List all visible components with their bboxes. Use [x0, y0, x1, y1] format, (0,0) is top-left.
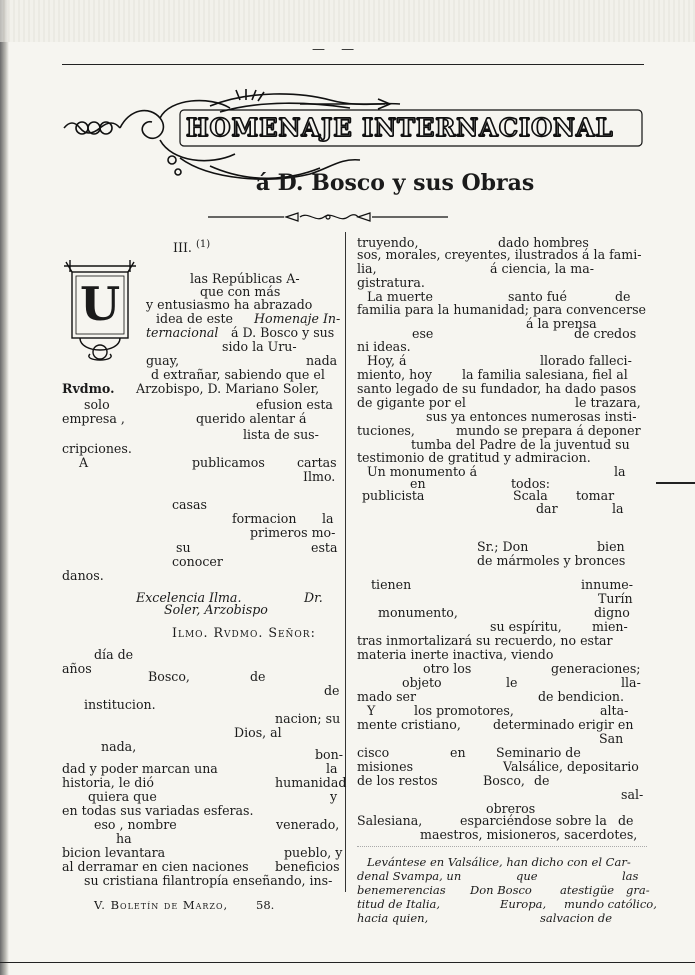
- ornament-scroll: [120, 111, 163, 139]
- text-line: en: [450, 745, 466, 760]
- text-line: la: [612, 501, 624, 516]
- footnote-reference: (1): [195, 239, 211, 250]
- text-line: San: [599, 731, 624, 746]
- text-line: le trazara,: [575, 395, 641, 410]
- text-line: dado hombres: [498, 235, 589, 250]
- footnote-source: V. Boletín de Marzo,: [94, 898, 229, 912]
- text-line: ha: [116, 831, 132, 846]
- text-line: tumba del Padre de la juventud su: [411, 437, 630, 452]
- text-line: bien: [597, 539, 625, 554]
- footnote-line: gra-: [626, 883, 650, 897]
- text-line: Salesiana,: [357, 813, 423, 828]
- top-margin-texture: [0, 0, 695, 42]
- text-line: formacion: [232, 511, 297, 526]
- footnote-line: Don Bosco: [470, 883, 532, 897]
- text-line: nacion; su: [275, 711, 341, 726]
- text-line: obreros: [486, 801, 536, 816]
- text-line: Bosco,: [148, 669, 190, 684]
- text-line: solo: [84, 397, 110, 412]
- text-line: quiera que: [88, 789, 157, 804]
- text-line: de bendicion.: [538, 689, 625, 704]
- footnote-line: salvacion de: [540, 911, 613, 925]
- text-line: tienen: [371, 577, 412, 592]
- salutation: Ilmo. Rvdmo. Señor:: [172, 625, 316, 640]
- text-line: tomar: [576, 488, 615, 503]
- text-line: alta-: [600, 703, 629, 718]
- text-line: sido la Uru-: [222, 339, 297, 354]
- text-line: la: [326, 761, 338, 776]
- text-line: todos:: [511, 476, 550, 491]
- section-heading: [173, 238, 210, 255]
- text-line: dar: [536, 501, 558, 516]
- margin-mark: [656, 482, 695, 484]
- text-line: Turín: [598, 591, 633, 606]
- footnote-line: denal Svampa, un: [357, 869, 462, 883]
- text-line: de: [618, 813, 634, 828]
- text-line: mado ser: [357, 689, 417, 704]
- text-line: de: [615, 289, 631, 304]
- text-line: ese: [412, 326, 434, 341]
- text-line: Bosco,: [483, 773, 525, 788]
- text-line: su: [176, 540, 191, 555]
- text-line: cripciones.: [62, 441, 132, 456]
- text-line: cartas: [297, 455, 337, 470]
- text-line: truyendo,: [357, 235, 419, 250]
- text-line: historia, le dió: [62, 775, 154, 790]
- text-line: lla-: [621, 675, 641, 690]
- footnote-line: Europa,: [500, 897, 547, 911]
- text-line: humanidad: [275, 775, 347, 790]
- text-line: de credos: [574, 326, 637, 341]
- footnote-line: que: [516, 869, 538, 883]
- text-line: institucion.: [84, 697, 156, 712]
- text-line: sal-: [621, 787, 644, 802]
- text-line: bon-: [315, 747, 344, 762]
- text-line: sus ya entonces numerosas insti-: [426, 409, 637, 424]
- text-line: casas: [172, 497, 207, 512]
- text-line: á ciencia, la ma-: [490, 261, 594, 276]
- text-line: mente cristiano,: [357, 717, 461, 732]
- text-line: Arzobispo, D. Mariano Soler,: [136, 381, 320, 396]
- text-line: Homenaje In-: [254, 311, 341, 326]
- text-line: los promotores,: [414, 703, 514, 718]
- section-number: III.: [173, 240, 192, 256]
- text-line: santo legado de su fundador, ha dado pasos: [357, 381, 637, 396]
- text-line: de los restos: [357, 773, 438, 788]
- text-line: tuciones,: [357, 423, 415, 438]
- text-line: en todas sus variadas esferas.: [62, 803, 254, 818]
- text-line: La muerte: [367, 289, 433, 304]
- footnote-rule: [357, 846, 647, 847]
- text-line: Rvdmo.: [62, 381, 115, 396]
- text-line: que con más: [200, 284, 281, 299]
- text-line: y entusiasmo ha abrazado: [146, 297, 313, 312]
- text-line: ni ideas.: [357, 339, 411, 354]
- text-line: conocer: [172, 554, 223, 569]
- text-line: la familia salesiana, fiel al: [462, 367, 628, 382]
- text-line: Ilmo.: [303, 469, 336, 484]
- footnote-line: atestigüe: [560, 883, 615, 897]
- text-line: sos, morales, creyentes, ilustrados á la fami-: [357, 247, 642, 262]
- text-line: en: [410, 476, 426, 491]
- text-line: objeto: [402, 675, 442, 690]
- text-line: mien-: [592, 619, 628, 634]
- text-line: primeros mo-: [250, 525, 336, 540]
- text-line: idea de este: [156, 311, 234, 326]
- text-line: le: [506, 675, 518, 690]
- text-line: querido alentar á: [196, 411, 307, 426]
- text-line: de: [250, 669, 266, 684]
- text-line: santo fué: [508, 289, 567, 304]
- text-line: publicamos: [192, 455, 265, 470]
- text-line: Excelencia Ilma.: [136, 590, 242, 605]
- text-line: venerado,: [276, 817, 340, 832]
- text-line: publicista: [362, 488, 425, 503]
- text-line: cisco: [357, 745, 390, 760]
- text-line: esta: [311, 540, 338, 555]
- text-line: Scala: [513, 488, 548, 503]
- text-line: innume-: [581, 577, 634, 592]
- top-rule: [62, 64, 644, 65]
- text-line: monumento,: [378, 605, 458, 620]
- text-line: de: [534, 773, 550, 788]
- ornament-dot: [175, 169, 181, 175]
- footnote-line: hacia quien,: [357, 911, 429, 925]
- text-line: día de: [94, 647, 134, 662]
- text-line: ternacional: [146, 325, 219, 340]
- text-line: miento, hoy: [357, 367, 432, 382]
- text-line: generaciones;: [551, 661, 641, 676]
- text-line: digno: [594, 605, 630, 620]
- text-line: maestros, misioneros, sacerdotes,: [420, 827, 638, 842]
- text-line: beneficios: [275, 859, 340, 874]
- text-line: empresa ,: [62, 411, 125, 426]
- text-line: nada,: [101, 739, 137, 754]
- drop-cap-letter: U: [80, 277, 121, 331]
- text-line: Valsálice, depositario: [503, 759, 639, 774]
- text-line: nada: [306, 353, 338, 368]
- text-line: de gigante por el: [357, 395, 466, 410]
- text-line: Seminario de: [496, 745, 581, 760]
- text-line: esparciéndose sobre la: [460, 813, 607, 828]
- text-line: lia,: [357, 261, 377, 276]
- text-line: pueblo, y: [284, 845, 343, 860]
- column-divider: [345, 232, 346, 892]
- text-line: años: [62, 661, 92, 676]
- footnote-line: titud de Italia,: [357, 897, 441, 911]
- text-line: Hoy, á: [367, 353, 407, 368]
- text-line: guay,: [146, 353, 180, 368]
- text-line: misiones: [357, 759, 414, 774]
- text-line: gistratura.: [357, 275, 425, 290]
- footnote-line: mundo católico,: [564, 897, 657, 911]
- text-line: lista de sus-: [243, 427, 319, 442]
- text-line: Dios, al: [234, 725, 282, 740]
- page-edge-shadow: [0, 0, 9, 975]
- text-line: familia para la humanidad; para convencerse: [357, 302, 647, 317]
- page-subtitle: á D. Bosco y sus Obras: [255, 170, 535, 196]
- text-line: tras inmortalizará su recuerdo, no estar: [357, 633, 613, 648]
- bottom-rule: [0, 962, 695, 963]
- text-line: su espíritu,: [490, 619, 562, 634]
- text-line: á la prensa: [526, 316, 597, 331]
- text-line: su cristiana filantropía enseñando, ins-: [84, 873, 333, 888]
- text-line: mundo se prepara á deponer: [456, 423, 641, 438]
- text-line: eso , nombre: [94, 817, 177, 832]
- text-line: Y: [367, 703, 376, 718]
- text-line: dad y poder marcan una: [62, 761, 218, 776]
- text-line: llorado falleci-: [540, 353, 632, 368]
- text-line: efusion esta: [256, 397, 333, 412]
- text-line: Sr.; Don: [477, 539, 529, 554]
- ornament-dot: [168, 156, 176, 164]
- text-line: á D. Bosco y sus: [231, 325, 335, 340]
- footnote-line: Levántese en Valsálice, han dicho con el Car-: [367, 855, 631, 869]
- footnote-page: 58.: [256, 898, 275, 912]
- footnote-line: benemerencias: [357, 883, 446, 897]
- page-title: HOMENAJE INTERNACIONAL: [186, 113, 614, 142]
- text-line: bicion levantara: [62, 845, 166, 860]
- text-line: la: [614, 464, 626, 479]
- text-line: de: [324, 683, 340, 698]
- text-line: Un monumento á: [367, 464, 478, 479]
- text-line: al derramar en cien naciones: [62, 859, 249, 874]
- text-line: otro los: [423, 661, 472, 676]
- text-line: las Repúblicas A-: [190, 271, 300, 286]
- text-line: A: [79, 455, 89, 470]
- text-line: Soler, Arzobispo: [164, 602, 268, 617]
- text-line: testimonio de gratitud y admiracion.: [357, 450, 591, 465]
- subtitle-rule-ornament: [208, 212, 448, 222]
- text-line: materia inerte inactiva, viendo: [357, 647, 554, 662]
- text-line: danos.: [62, 568, 104, 583]
- text-line: d extrañar, sabiendo que el: [151, 367, 325, 382]
- footnote-line: las: [622, 869, 639, 883]
- page-mark: — —: [312, 42, 361, 57]
- text-line: de mármoles y bronces: [477, 553, 626, 568]
- ornament-scroll: [160, 140, 235, 161]
- text-line: Dr.: [304, 590, 323, 605]
- text-line: y: [330, 789, 338, 804]
- text-line: la: [322, 511, 334, 526]
- text-line: determinado erigir en: [493, 717, 634, 732]
